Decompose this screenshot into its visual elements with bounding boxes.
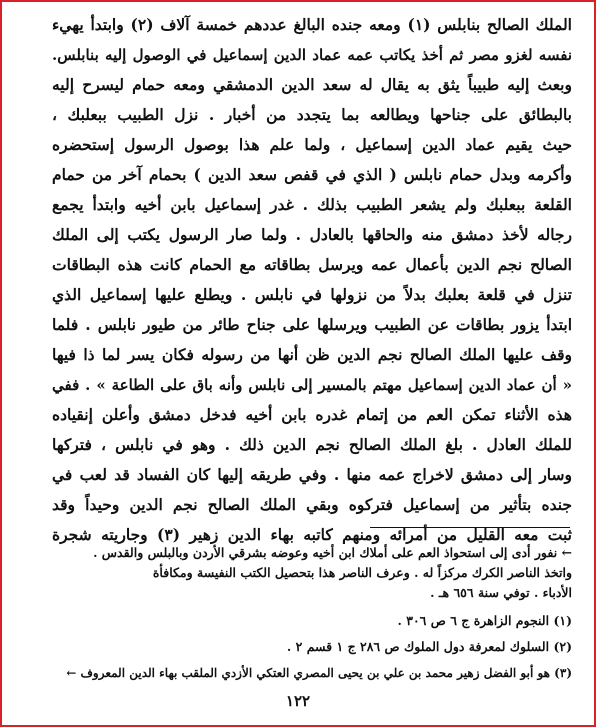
text-line: الملك الصالح بنابلس (١) ومعه جنده البالغ عددهم خمسة آلاف (٢) وابتدأ يهيء: [52, 15, 572, 34]
text-line: هذه الأثناء تمكن العم من إتمام غدره بابن أخيه فدخل دمشق وأعلن إنقياده: [52, 405, 572, 424]
text-line: ابتدأ يزور بطاقات عن الطبيب ويرسلها على جناح طائر من طيور نابلس . فلما: [52, 315, 572, 334]
text-line: بالبطائق على جناحها ويطالعه بما يتجدد من أخبار . نزل الطبيب ببعلبك ،: [52, 105, 572, 124]
page-number: ١٢٢: [285, 692, 311, 710]
text-line: القلعة ببعلبك ولم يشعر الطبيب بذلك . غدر إسماعيل بابن أخيه وابتدأ يجمع: [52, 195, 572, 214]
document-page: [18, 10, 578, 720]
text-line: الصالح نجم الدين بأعمال عمه ويرسل بطاقاته مع الحمام كانت هذه البطاقات: [52, 255, 572, 274]
footnote-continuation-line: ← نفور أدى إلى استحواذ العم على أملاك ابن أخيه وعوضه بشرقي الأردن وبالبلس والقدس .: [93, 545, 572, 560]
footnotes: [52, 543, 572, 683]
text-line: وسار إلى دمشق لاخراج عمه منها . وفي طريقه إليها كان الفساد قد لعب في: [52, 465, 572, 484]
text-line: « أن عماد الدين إسماعيل مهتم بالمسير إلى نابلس وأنه باق على الطاعة » . ففي: [52, 376, 572, 394]
text-line: للملك العادل . بلغ الملك الصالح نجم الدين ذلك . وهو في نابلس ، فتركها: [52, 435, 572, 454]
main-text: [52, 10, 572, 550]
text-line: تنزل في قلعة بعلبك بدلاً من نزولها في نابلس . ويطلع عليها إسماعيل الذي: [52, 285, 572, 304]
footnote-1: (١) النجوم الزاهرة ج ٦ ص ٣٠٦ .: [397, 613, 572, 628]
footnote-divider: [370, 527, 570, 528]
text-line: وأكرمه وبدل حمام نابلس ( الذي في قفص سعد الدين ) بحمام آخر من حمام: [52, 165, 572, 184]
text-line: وبعث إليه طبيباً يثق به يقال له سعد الدين الدمشقي ومعه حمام ليسرح إليه: [52, 75, 572, 94]
text-line: رجاله لأخذ دمشق منه والحاقها بالعادل . ولما صار الرسول يكتب إلى الملك: [52, 225, 572, 244]
footnote-3: (٣) هو أبو الفضل زهير محمد بن علي بن يحيى المصري العتكي الأزدي الملقب بهاء الدين المعروف ←: [66, 666, 572, 680]
footnote-2: (٢) السلوك لمعرفة دول الملوك ص ٢٨٦ ج ١ قسم ٢ .: [286, 639, 572, 654]
text-line: جنده بتأثير من إسماعيل فتركوه وبقي الملك الصالح نجم الدين وحيداً وقد: [52, 495, 572, 514]
text-line: ثبت معه القليل من أمرائه ومنهم كاتبه بهاء الدين زهير (٣) وجاريته شجرة: [52, 525, 572, 544]
text-line: حيث يقيم عماد الدين إسماعيل ، ولما علم هذا بوصول الرسول إستحضره: [52, 135, 572, 154]
footnote-continuation-line: واتخذ الناصر الكرك مركزاً له . وعرف الناصر هذا بتحصيل الكتب النفيسة ومكافأة: [152, 565, 572, 580]
text-line: وقف عليها الملك الصالح نجم الدين ظن أنها من رسوله فكان يسر لما ذا فيها: [52, 345, 572, 364]
text-line: نفسه لغزو مصر ثم أخذ يكاتب عمه عماد الدين إسماعيل في الوصول إليه بنابلس.: [52, 46, 572, 64]
footnote-continuation-line: الأدباء . توفي سنة ٦٥٦ هـ .: [430, 585, 572, 600]
